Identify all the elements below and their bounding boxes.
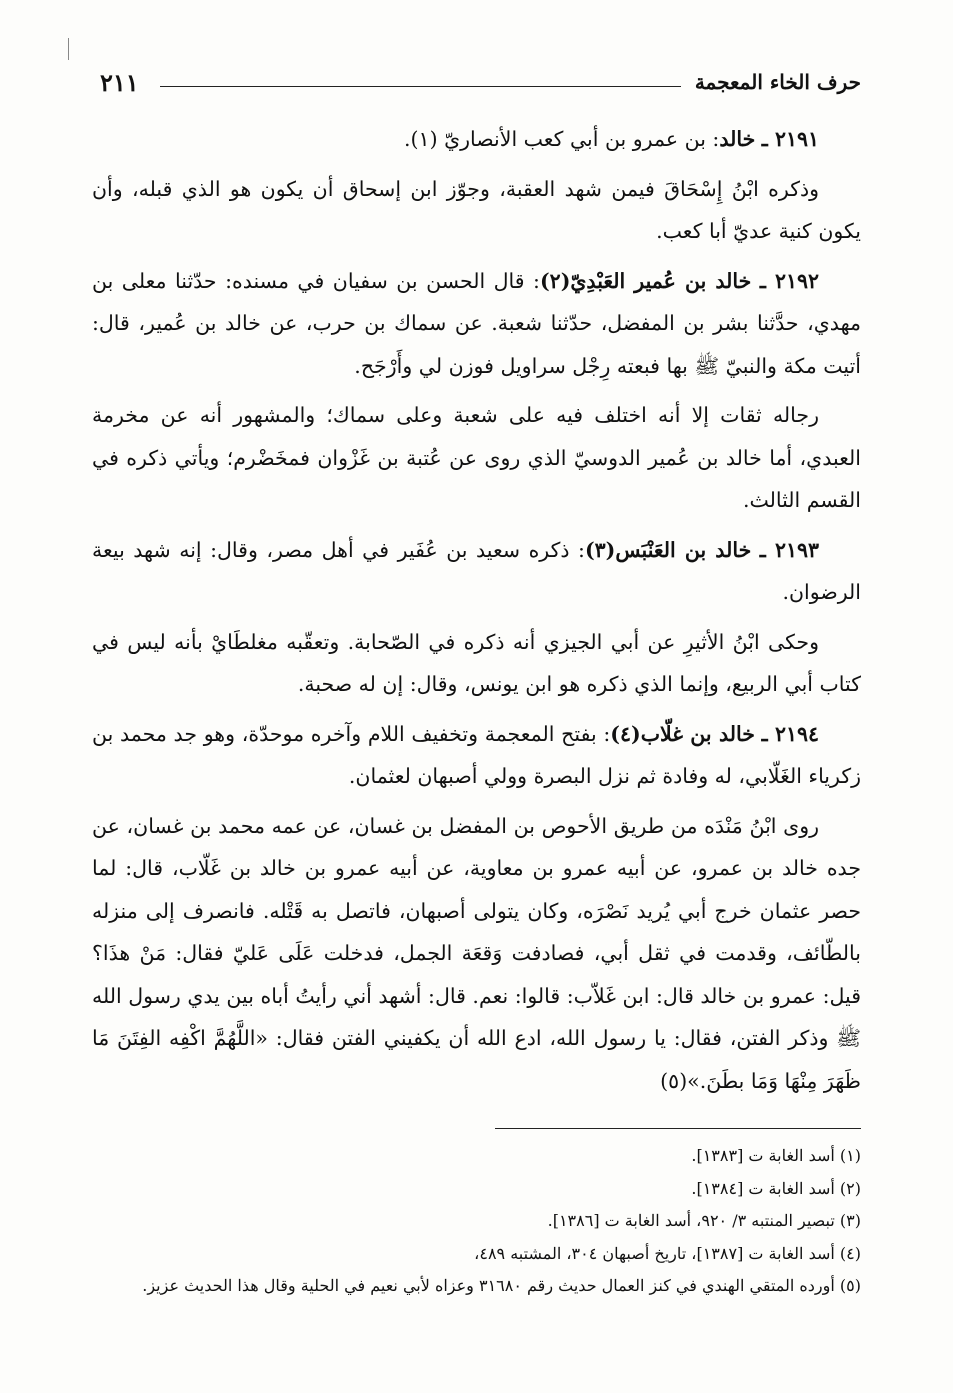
footnotes bbox=[92, 1140, 861, 1303]
paragraph bbox=[92, 621, 861, 706]
page-number: ٢١١ bbox=[100, 68, 139, 97]
paragraph-text: وحكى ابْنُ الأثيرِ عن أبي الجيزي أنه ذكره في الصّحابة. وتعقّبه مغلطَايْ بأنه ليس في كتاب أبي الربيع، وإنما الذي ذكره هو ابن يونس، وقال: إن له صحبة. bbox=[92, 629, 861, 696]
entry-text: : قال الحسن بن سفيان في مسنده: حدّثنا معلى بن مهدي، حدَّثنا بشر بن المفضل، حدّثنا شعبة. عن سماك بن حرب، عن خالد بن عُمير، قال: أتيت مكة والنبيّ ﷺ بها فبعته رِجْل سراويل فوزن لي وأَرْجَح. bbox=[92, 268, 861, 378]
entry-2193 bbox=[92, 529, 861, 614]
page-header bbox=[92, 68, 861, 102]
entry-name: خالد بن عُمير العَبْدِيّ(٢) bbox=[539, 268, 752, 293]
paragraph bbox=[92, 394, 861, 522]
paragraph bbox=[92, 168, 861, 253]
footnote-3: (٣) تبصير المنتبه ٣/ ٩٢٠، أسد الغابة ت [١٣٨٦]. bbox=[547, 1211, 861, 1230]
paragraph-text: وذكره ابْنُ إِسْحَاقَ فيمن شهد العقبة، وجوّز ابن إسحاق أن يكون هو الذي قبله، وأن يكون كنية عديّ أبا كعب. bbox=[92, 176, 861, 243]
entry-number: ٢١٩١ ـ bbox=[761, 127, 819, 151]
footnote-4: (٤) أسد الغابة ت [١٣٨٧]، تاريخ أصبهان ٣٠٤، المشتبه ٤٨٩، bbox=[474, 1243, 861, 1263]
scan-edge-mark bbox=[68, 38, 69, 60]
entry-2192 bbox=[92, 260, 861, 388]
entry-text: : ذكره سعيد بن عُفَير في أهل مصر، وقال: إنه شهد بيعة الرضوان. bbox=[92, 537, 861, 604]
entry-2191 bbox=[92, 118, 861, 161]
footnote-5: (٥) أورده المتقي الهندي في كنز العمال حديث رقم ٣١٦٨٠ وعزاه لأبي نعيم في الحلية وقال هذا الحديث عزيز. bbox=[142, 1276, 861, 1295]
entry-name: خالد بن العَنْبَس(٣) bbox=[584, 537, 752, 562]
entry-text: : بن عمرو بن أبي كعب الأنصاريّ (١). bbox=[404, 127, 720, 151]
entry-number: ٢١٩٢ ـ bbox=[759, 268, 819, 293]
entry-2194 bbox=[92, 713, 861, 798]
entry-text: : بفتح المعجمة وتخفيف اللام وآخره موحدّة، وهو جد محمد بن زكرياء الغَلّابي، له وفادة ثم نزل البصرة وولي أصبهان لعثمان. bbox=[92, 721, 861, 788]
footnote-1: (١) أسد الغابة ت [١٣٨٣]. bbox=[691, 1146, 861, 1165]
running-title: حرف الخاء المعجمة bbox=[694, 70, 861, 94]
paragraph bbox=[92, 805, 861, 1103]
footnote-separator bbox=[495, 1128, 861, 1129]
entry-number: ٢١٩٣ ـ bbox=[759, 537, 819, 562]
footnote-2: (٢) أسد الغابة ت [١٣٨٤]. bbox=[691, 1178, 861, 1198]
entry-name: خالد بن غلّاب(٤) bbox=[610, 721, 755, 746]
paragraph-text: رجاله ثقات إلا أنه اختلف فيه على شعبة وعلى سماك؛ والمشهور أنه عن مخرمة العبدي، أما خالد بن عُمير الدوسيّ الذي روى عن عُتبة بن غَزْوان فمخَضْرم؛ ويأتي ذكره في القسم الثالث. bbox=[92, 403, 861, 512]
entry-number: ٢١٩٤ ـ bbox=[761, 721, 819, 746]
main-text bbox=[92, 118, 861, 1109]
header-rule bbox=[160, 86, 681, 87]
entry-name: خالد bbox=[719, 127, 756, 151]
paragraph-text: روى ابْنُ مَنْدَه من طريق الأحوص بن المفضل بن غسان، عن عمه محمد بن غسان، عن جده خالد بن عمرو، عن أبيه عمرو بن معاوية، عن أبيه عمرو بن خالد بن غَلّاب، قال: لما حصر عثمان خرج أبي يُريد نَصْرَه، وكان يتولى أصبهان، فاتصل به قَتْله. فانصرف إلى منزله بالطّائف، وقدمت في ثقل أبي، فصادفت وَقعَة الجمل، فدخلت عَلَى عَليّ فقال: مَنْ هذَا؟ قيل: عمرو بن خالد قال: ابن غَلاّب: قالوا: نعم. قال: أشهد أني رأيتُ أباه بين يدي رسول الله ﷺ وذكر الفتن، فقال: يا رسول الله، ادع الله أن يكفيني الفتن فقال: «اللَّهُمَّ اكْفِه الفِتَنَ مَا ظَهَرَ مِنْهَا وَمَا بطَنَ.»(٥) bbox=[92, 813, 861, 1093]
